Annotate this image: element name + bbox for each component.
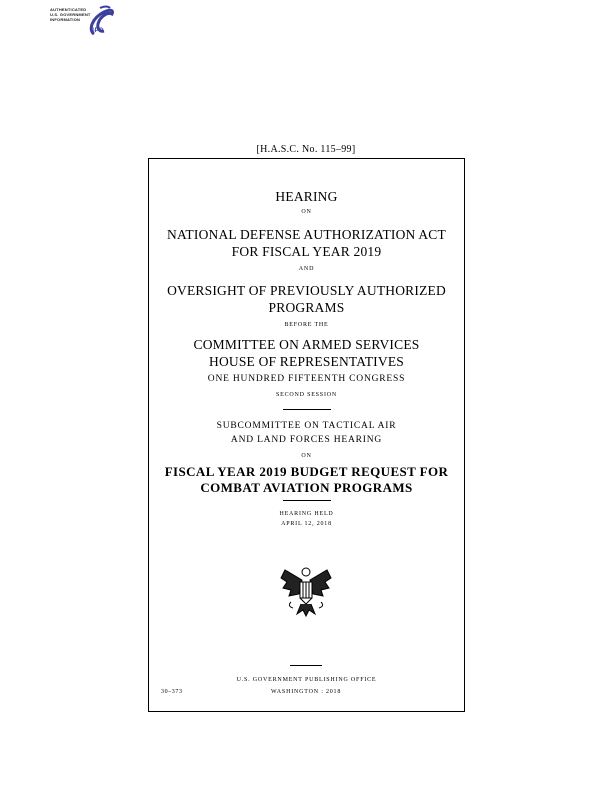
hearing-date: APRIL 12, 2018 — [281, 521, 332, 527]
oversight-line-1: OVERSIGHT OF PREVIOUSLY AUTHORIZED — [167, 283, 446, 298]
gpo-logo-text: GPO — [90, 28, 104, 34]
act-title-line-2: FOR FISCAL YEAR 2019 — [231, 244, 382, 259]
cover-frame — [148, 158, 465, 712]
document-number: 30–373 — [161, 689, 183, 695]
divider-1 — [283, 409, 331, 410]
committee-line-1: COMMITTEE ON ARMED SERVICES — [193, 337, 420, 352]
divider-3 — [290, 665, 322, 666]
subcommittee-line-1: SUBCOMMITTEE ON TACTICAL AIR — [216, 421, 397, 431]
great-seal-eagle-icon — [277, 564, 335, 620]
act-title-line-1: NATIONAL DEFENSE AUTHORIZATION ACT — [167, 227, 446, 242]
hearing-held-label: HEARING HELD — [279, 511, 334, 517]
on-label-2: ON — [301, 453, 312, 459]
place-and-year: WASHINGTON : 2018 — [271, 689, 342, 695]
congress-label: ONE HUNDRED FIFTEENTH CONGRESS — [207, 374, 406, 384]
hearing-heading: HEARING — [275, 189, 338, 204]
badge-line-3: INFORMATION — [50, 17, 81, 22]
before-the-label: BEFORE THE — [284, 322, 329, 328]
oversight-line-2: PROGRAMS — [268, 300, 345, 315]
subcommittee-line-2: AND LAND FORCES HEARING — [230, 435, 383, 445]
subject-line-2: COMBAT AVIATION PROGRAMS — [200, 480, 413, 495]
subject-line-1: FISCAL YEAR 2019 BUDGET REQUEST FOR — [164, 464, 449, 479]
on-label-1: ON — [301, 209, 312, 215]
session-label: SECOND SESSION — [275, 392, 338, 398]
publishing-office: U.S. GOVERNMENT PUBLISHING OFFICE — [236, 677, 377, 683]
report-id: [H.A.S.C. No. 115–99] — [256, 144, 356, 155]
committee-line-2: HOUSE OF REPRESENTATIVES — [209, 354, 404, 369]
and-label: AND — [298, 266, 315, 272]
badge-line-1: AUTHENTICATED — [50, 7, 87, 12]
divider-2 — [283, 500, 331, 501]
badge-line-2: U.S. GOVERNMENT — [50, 12, 91, 17]
